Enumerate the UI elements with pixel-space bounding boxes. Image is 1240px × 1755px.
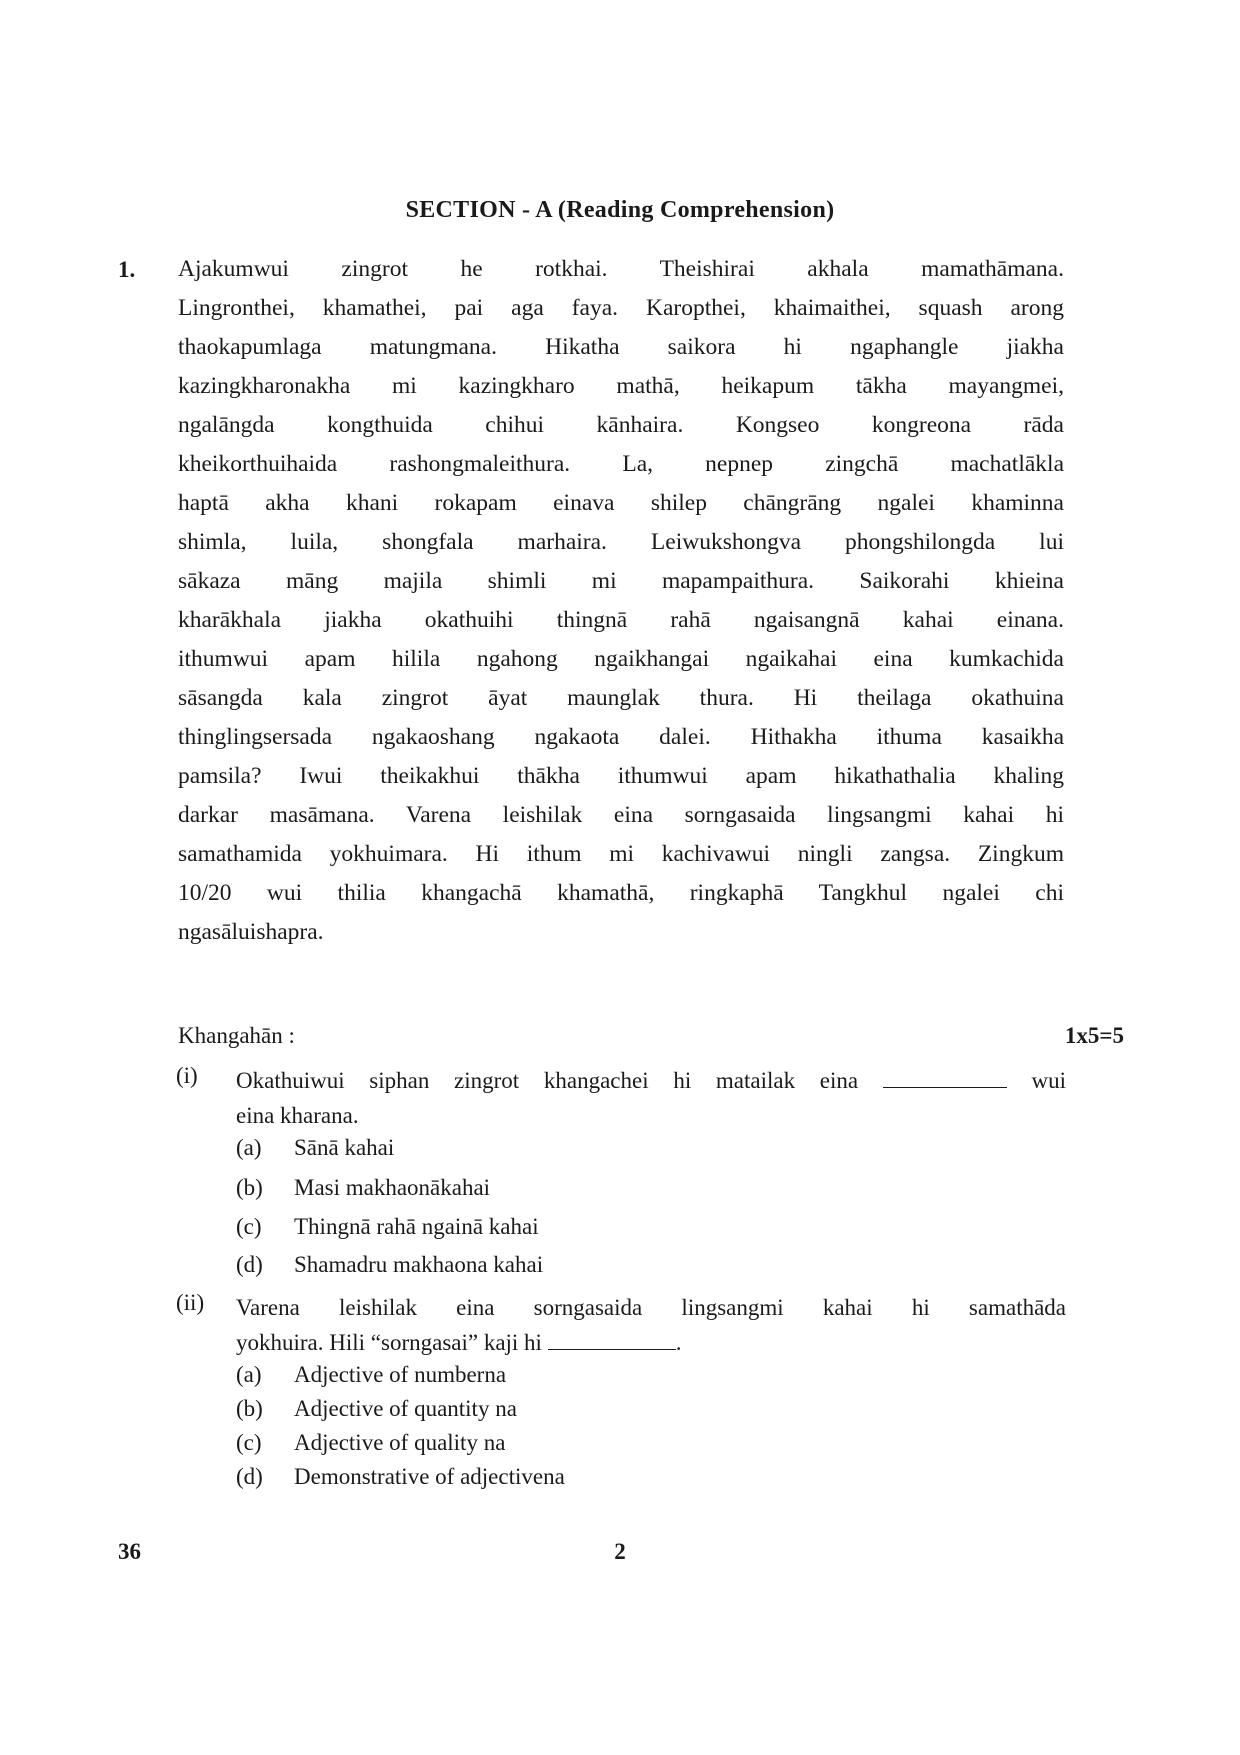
option-letter: (d) [236,1464,263,1489]
option-text: Adjective of quality na [294,1430,506,1455]
question-number: 1. [118,257,136,282]
passage-line: sākaza māng majila shimli mi mapampaithura. Saikorahi khieina [178,568,1064,594]
question-text [236,1290,1066,1360]
option-letter: (b) [236,1396,263,1421]
question-line [236,1330,681,1355]
option-text: Demonstrative of adjectivena [294,1464,565,1489]
question-text-part: wui [1031,1068,1067,1093]
option-text: Shamadru makhaona kahai [294,1252,544,1277]
option-letter: (c) [236,1430,262,1455]
khangahan-label: Khangahān : [178,1023,295,1048]
passage-line: pamsila? Iwui theikakhui thākha ithumwui apam hikathathalia khaling [178,763,1064,789]
question-line [236,1063,1066,1098]
option-text: Adjective of numberna [294,1362,507,1387]
option-text: Masi makhaonākahai [294,1175,491,1200]
passage-line: kharākhala jiakha okathuihi thingnā rahā ngaisangnā kahai einana. [178,607,1064,633]
paper-code: 36 [118,1539,141,1564]
question-text-part: yokhuira. Hili “sorngasai” kaji hi [236,1330,542,1355]
question-roman: (ii) [176,1290,205,1315]
passage-line: 10/20 wui thilia khangachā khamathā, ringkaphā Tangkhul ngalei chi [178,880,1064,906]
reading-passage [178,250,1064,952]
question-text-part: Okathuiwui siphan zingrot khangachei hi matailak eina [236,1068,859,1093]
passage-line: shimla, luila, shongfala marhaira. Leiwukshongva phongshilongda lui [178,529,1064,555]
question-line: Varena leishilak eina sorngasaida lingsangmi kahai hi samathāda [236,1295,1066,1320]
passage-line: kazingkharonakha mi kazingkharo mathā, heikapum tākha mayangmei, [178,373,1064,399]
option-letter: (a) [236,1135,262,1160]
passage-line: haptā akha khani rokapam einava shilep chāngrāng ngalei khaminna [178,490,1064,516]
option-letter: (b) [236,1175,263,1200]
passage-line: sāsangda kala zingrot āyat maunglak thura. Hi theilaga okathuina [178,685,1064,711]
page-number: 2 [614,1539,626,1564]
passage-line: thaokapumlaga matungmana. Hikatha saikora hi ngaphangle jiakha [178,334,1064,360]
answer-blank [548,1348,676,1350]
option-letter: (a) [236,1362,262,1387]
passage-line: ngalāngda kongthuida chihui kānhaira. Kongseo kongreona rāda [178,412,1064,438]
passage-line: darkar masāmana. Varena leishilak eina sorngasaida lingsangmi kahai hi [178,802,1064,828]
option-text: Thingnā rahā ngainā kahai [294,1214,539,1239]
question-text-part: . [675,1330,682,1355]
passage-line: ithumwui apam hilila ngahong ngaikhangai ngaikahai eina kumkachida [178,646,1064,672]
option-letter: (d) [236,1252,263,1277]
passage-line: thinglingsersada ngakaoshang ngakaota dalei. Hithakha ithuma kasaikha [178,724,1064,750]
question-text [236,1063,1066,1133]
question-line: eina kharana. [236,1103,359,1128]
question-roman: (i) [176,1063,198,1088]
passage-line: Ajakumwui zingrot he rotkhai. Theishirai akhala mamathāmana. [178,256,1064,282]
option-text: Adjective of quantity na [294,1396,517,1421]
passage-line: ngasāluishapra. [178,919,324,945]
answer-blank [883,1086,1007,1088]
passage-line: samathamida yokhuimara. Hi ithum mi kachivawui ningli zangsa. Zingkum [178,841,1064,867]
marks-allocation: 1x5=5 [1064,1023,1124,1048]
option-letter: (c) [236,1214,262,1239]
passage-line: kheikorthuihaida rashongmaleithura. La, nepnep zingchā machatlākla [178,451,1064,477]
option-text: Sānā kahai [294,1135,395,1160]
passage-line: Lingronthei, khamathei, pai aga faya. Karopthei, khaimaithei, squash arong [178,295,1064,321]
section-title: SECTION - A (Reading Comprehension) [405,197,835,223]
